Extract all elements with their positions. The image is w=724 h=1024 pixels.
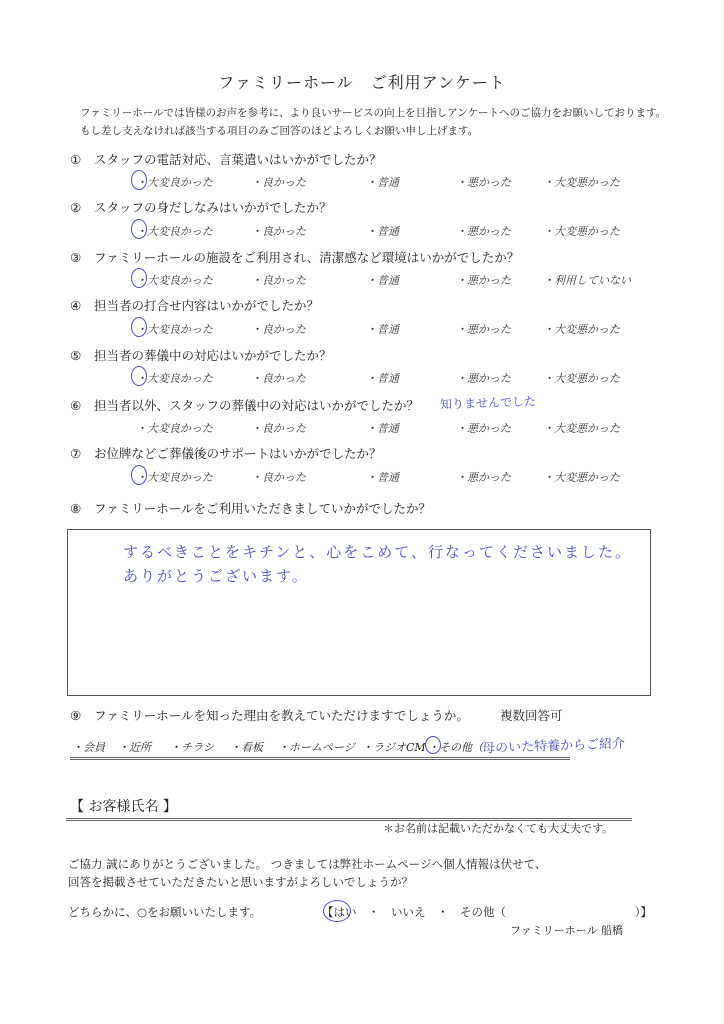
option-bad[interactable]: ・悪かった — [456, 274, 511, 287]
question-text: お位牌などご葬儀後のサポートはいかがでしたか？ — [94, 446, 382, 461]
thanks-line-1: ご協力 誠にありがとうございました。 つきましては弊社ホームページへ個人情報は伏せて、 — [68, 857, 547, 871]
source-flyer[interactable]: ・チラシ — [170, 741, 214, 754]
question-text: 担当者の葬儀中の対応はいかがでしたか？ — [94, 348, 332, 363]
option-good[interactable]: ・良かった — [251, 422, 306, 435]
intro-line-1: ファミリーホールでは皆様のお声を参考に、より良いサービスの向上を目指しアンケートへのご協力をお願いしております。 — [80, 107, 667, 119]
source-other-answer: 母のいた特養からご紹介 — [481, 736, 626, 757]
option-bad[interactable]: ・悪かった — [456, 176, 511, 189]
question-6 — [70, 396, 419, 414]
question-number: ⑨ — [70, 708, 82, 723]
intro-line-2: もし差し支えなければ該当する項目のみご回答のほどよろしくお願い申し上げます。 — [80, 125, 479, 137]
consent-close-bracket: ）】 — [634, 905, 652, 919]
option-very-bad[interactable]: ・大変悪かった — [543, 422, 620, 435]
survey-title: ファミリーホール ご利用アンケート — [218, 73, 506, 92]
comment-line-2: ありがとうございます。 — [123, 567, 309, 585]
selected-circle-mark — [131, 465, 147, 485]
source-homepage[interactable]: ・ホームページ — [278, 741, 355, 754]
customer-name-note: ＊お名前は記載いただかなくても大丈夫です。 — [383, 822, 614, 835]
option-very-good[interactable]: ・大変良かった — [136, 370, 213, 386]
question-8 — [70, 499, 431, 517]
comment-line-1: するべきことをキチンと、心をこめて、行なってくださいました。 — [123, 543, 632, 561]
question-text: 担当者の打合せ内容はいかがでしたか？ — [94, 298, 320, 313]
option-not-used[interactable]: ・利用していない — [543, 274, 631, 287]
question-3 — [70, 248, 519, 266]
option-average[interactable]: ・普通 — [366, 372, 399, 385]
selected-circle-mark — [131, 366, 147, 386]
option-very-good[interactable]: ・大変良かった — [136, 272, 213, 288]
consent-options-text: 【はい ・ いいえ ・ その他（ — [322, 905, 506, 919]
question-7-options — [136, 469, 656, 487]
free-comment-box[interactable] — [67, 529, 651, 696]
option-average[interactable]: ・普通 — [366, 176, 399, 189]
option-good[interactable]: ・良かった — [251, 323, 306, 336]
handwritten-note-q6: 知りませんでした — [439, 394, 537, 412]
thanks-text — [68, 855, 546, 891]
question-2-options — [136, 223, 656, 241]
question-text: ファミリーホールの施設をご利用され、清潔感など環境はいかがでしたか？ — [94, 250, 520, 265]
option-bad[interactable]: ・悪かった — [456, 471, 511, 484]
option-very-good[interactable]: ・大変良かった — [136, 422, 213, 435]
company-signature: ファミリーホール 船橋 — [510, 924, 624, 937]
question-9 — [70, 706, 469, 724]
option-very-bad[interactable]: ・大変悪かった — [543, 323, 620, 336]
question-5-options — [136, 370, 656, 388]
option-good[interactable]: ・良かった — [251, 471, 306, 484]
question-6-options — [136, 420, 656, 438]
option-very-bad[interactable]: ・大変悪かった — [543, 176, 620, 189]
option-very-good[interactable]: ・大変良かった — [136, 223, 213, 239]
customer-name-label: 【 お客様氏名 】 — [70, 799, 177, 815]
option-bad[interactable]: ・悪かった — [456, 422, 511, 435]
question-number: ⑤ — [70, 348, 82, 363]
option-average[interactable]: ・普通 — [366, 274, 399, 287]
selected-circle-mark — [131, 268, 147, 288]
option-bad[interactable]: ・悪かった — [456, 372, 511, 385]
source-other[interactable]: ・その他（ — [428, 741, 483, 754]
source-neighborhood[interactable]: ・近所 — [118, 741, 151, 754]
question-number: ⑧ — [70, 501, 82, 516]
question-text: ファミリーホールをご利用いただきましていかがでしたか？ — [94, 501, 432, 516]
option-average[interactable]: ・普通 — [366, 422, 399, 435]
option-average[interactable]: ・普通 — [366, 225, 399, 238]
selected-circle-mark — [131, 317, 147, 337]
question-3-options — [136, 272, 656, 290]
option-good[interactable]: ・良かった — [251, 225, 306, 238]
option-very-bad[interactable]: ・大変悪かった — [543, 471, 620, 484]
option-bad[interactable]: ・悪かった — [456, 323, 511, 336]
option-good[interactable]: ・良かった — [251, 274, 306, 287]
consent-prompt: どちらかに、○をお願いいたします。 — [68, 905, 262, 919]
question-text: ファミリーホールを知った理由を教えていただけますでしょうか。 — [94, 708, 469, 723]
question-text: スタッフの電話対応、言葉遣いはいかがでしたか？ — [94, 152, 382, 167]
option-very-good[interactable]: ・大変良かった — [136, 469, 213, 485]
question-number: ⑦ — [70, 446, 82, 461]
question-number: ④ — [70, 298, 82, 313]
intro-text — [80, 104, 700, 140]
source-signboard[interactable]: ・看板 — [230, 741, 263, 754]
question-text: スタッフの身だしなみはいかがでしたか？ — [94, 200, 332, 215]
option-very-good[interactable]: ・大変良かった — [136, 321, 213, 337]
option-good[interactable]: ・良かった — [251, 176, 306, 189]
option-very-bad[interactable]: ・大変悪かった — [543, 225, 620, 238]
source-radio-cm[interactable]: ・ラジオCM — [362, 741, 426, 754]
thanks-line-2: 回答を掲載させていただきたいと思いますがよろしいでしょうか？ — [68, 875, 413, 889]
question-7 — [70, 444, 382, 462]
option-average[interactable]: ・普通 — [366, 323, 399, 336]
question-text: 担当者以外、スタッフの葬儀中の対応はいかがでしたか？ — [94, 398, 420, 413]
question-4 — [70, 296, 319, 314]
question-number: ① — [70, 152, 82, 167]
question-number: ③ — [70, 250, 82, 265]
question-4-options — [136, 321, 656, 339]
source-member[interactable]: ・会員 — [72, 741, 105, 754]
selected-circle-mark — [323, 900, 351, 922]
selected-circle-mark — [131, 219, 147, 239]
referral-source-options — [70, 736, 626, 760]
question-2 — [70, 198, 332, 216]
question-number: ⑥ — [70, 398, 82, 413]
option-very-good[interactable]: ・大変良かった — [136, 174, 213, 190]
option-bad[interactable]: ・悪かった — [456, 225, 511, 238]
question-1-options — [136, 174, 656, 192]
option-good[interactable]: ・良かった — [251, 372, 306, 385]
option-very-bad[interactable]: ・大変悪かった — [543, 372, 620, 385]
consent-options[interactable] — [322, 904, 652, 920]
option-average[interactable]: ・普通 — [366, 471, 399, 484]
question-5 — [70, 346, 332, 364]
question-1 — [70, 150, 382, 168]
question-number: ② — [70, 200, 82, 215]
selected-circle-mark — [131, 170, 147, 190]
multiple-answers-allowed: 複数回答可 — [500, 708, 563, 723]
